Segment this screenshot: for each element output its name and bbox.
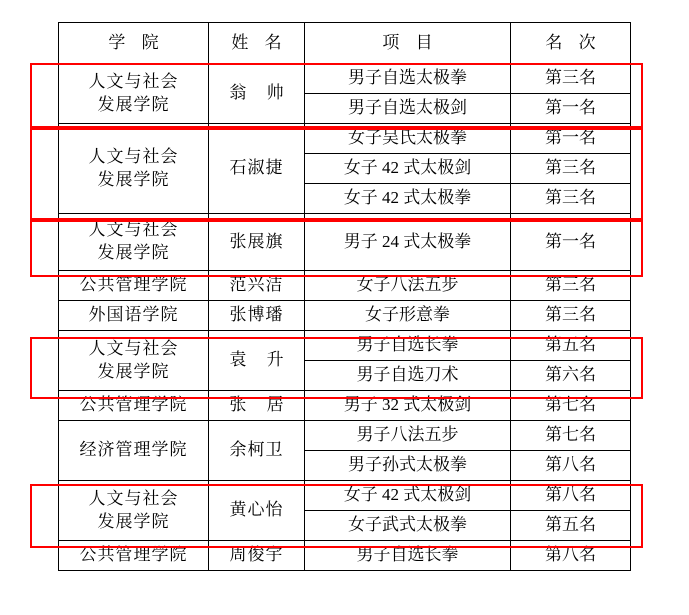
cell-event: 男子八法五步 [305,421,511,451]
cell-event: 女子武式太极拳 [305,511,511,541]
cell-name: 范兴洁 [209,271,305,301]
cell-event: 女子形意拳 [305,301,511,331]
cell-name: 黄心怡 [209,481,305,541]
table-row [59,124,631,154]
table-row [59,481,631,511]
cell-rank: 第七名 [511,421,631,451]
cell-rank: 第八名 [511,541,631,571]
column-header-rank: 名 次 [511,23,631,64]
cell-event: 男子 32 式太极剑 [305,391,511,421]
cell-college: 外国语学院 [59,301,209,331]
cell-event: 男子自选长拳 [305,331,511,361]
table-body [59,64,631,571]
table-row [59,391,631,421]
college-line-1: 人文与社会 [88,488,179,508]
cell-event: 男子自选刀术 [305,361,511,391]
table-header [59,23,631,64]
cell-event: 男子自选太极剑 [305,94,511,124]
cell-name: 张展旗 [209,214,305,271]
cell-college [59,124,209,214]
college-line-2: 发展学院 [97,243,170,262]
table-row [59,64,631,94]
cell-name: 翁 帅 [209,64,305,124]
column-header-event: 项 目 [305,23,511,64]
table-row [59,331,631,361]
cell-college [59,64,209,124]
cell-rank: 第一名 [511,94,631,124]
cell-event: 女子吴氏太极拳 [305,124,511,154]
table-row [59,421,631,451]
college-line-1: 人文与社会 [88,146,179,166]
results-table [58,22,631,571]
college-line-1: 人文与社会 [88,338,179,358]
cell-rank: 第七名 [511,391,631,421]
table-row [59,271,631,301]
cell-rank: 第五名 [511,331,631,361]
cell-rank: 第八名 [511,481,631,511]
college-line-2: 发展学院 [97,169,170,189]
cell-name: 余柯卫 [209,421,305,481]
cell-college: 公共管理学院 [59,271,209,301]
cell-name: 石淑捷 [209,124,305,214]
cell-rank: 第五名 [511,511,631,541]
table-row [59,541,631,571]
cell-name: 袁 升 [209,331,305,391]
cell-rank: 第一名 [511,214,631,271]
cell-rank: 第八名 [511,451,631,481]
cell-event: 女子 42 式太极剑 [305,481,511,511]
cell-event: 男子孙式太极拳 [305,451,511,481]
cell-rank: 第一名 [511,124,631,154]
college-line-2: 发展学院 [97,511,170,531]
college-line-2: 发展学院 [97,94,170,114]
cell-name: 张 居 [209,391,305,421]
column-header-name: 姓 名 [209,23,305,64]
cell-college: 公共管理学院 [59,391,209,421]
cell-event: 男子自选长拳 [305,541,511,571]
cell-rank: 第三名 [511,154,631,184]
table-row [59,214,631,271]
cell-rank: 第三名 [511,64,631,94]
cell-event: 男子自选太极拳 [305,64,511,94]
table-header-row [59,23,631,64]
cell-event: 男子 24 式太极拳 [305,214,511,271]
cell-rank: 第三名 [511,301,631,331]
cell-college: 经济管理学院 [59,421,209,481]
college-line-1: 人文与社会 [88,220,179,240]
column-header-college: 学 院 [59,23,209,64]
cell-college [59,481,209,541]
table-row [59,301,631,331]
cell-rank: 第三名 [511,271,631,301]
cell-event: 女子 42 式太极剑 [305,154,511,184]
cell-name: 周俊宇 [209,541,305,571]
cell-college [59,331,209,391]
cell-college [59,214,209,271]
college-line-2: 发展学院 [97,361,170,381]
cell-name: 张博璠 [209,301,305,331]
cell-event: 女子 42 式太极拳 [305,184,511,214]
cell-rank: 第六名 [511,361,631,391]
cell-college: 公共管理学院 [59,541,209,571]
college-line-1: 人文与社会 [88,71,179,91]
cell-rank: 第三名 [511,184,631,214]
cell-event: 女子八法五步 [305,271,511,301]
